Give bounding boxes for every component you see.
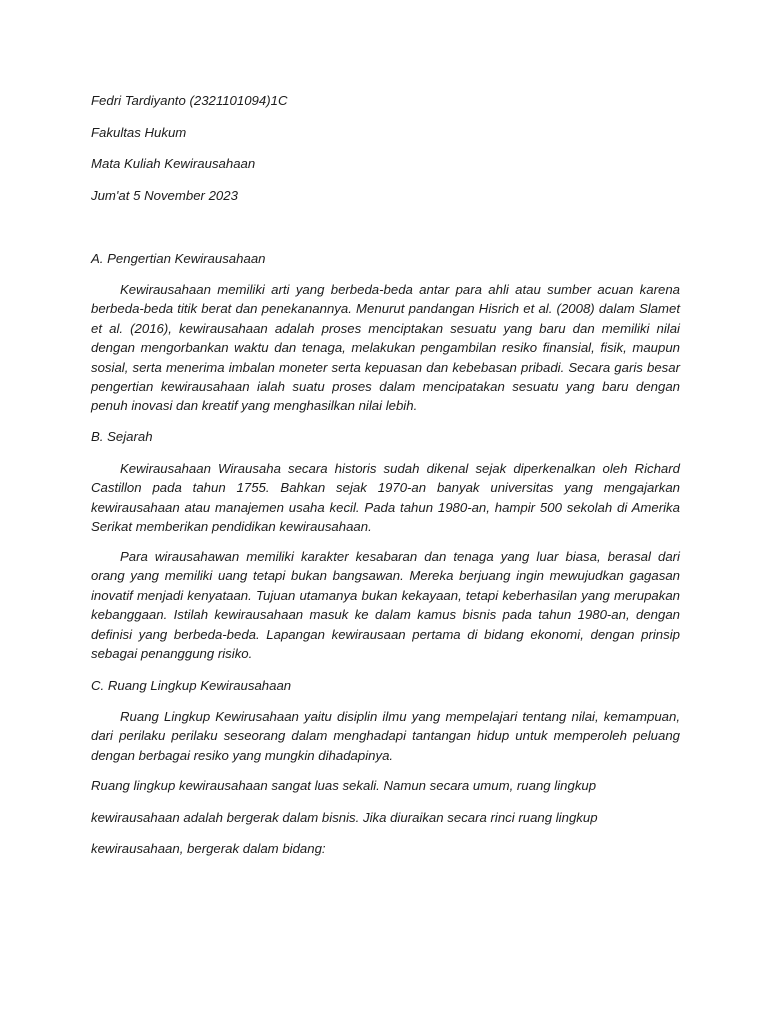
section-heading-c: C. Ruang Lingkup Kewirausahaan [91,678,292,693]
paragraph-a-1: Kewirausahaan memiliki arti yang berbeda-beda antar para ahli atau sumber acuan karena berbeda-beda titik berat dan penekanannya. Menurut pandangan Hisrich et al. (2008) dalam Slamet et al. (2016), kewirausahaan adalah proses menciptakan sesuatu yang baru dan memiliki nilai dengan mengorbankan waktu dan tenaga, melakukan pengambilan resiko finansial, fisik, maupun sosial, serta menerima imbalan moneter serta kepuasan dan kebebasan pribadi. Secara garis besar pengertian kewirausahaan ialah suatu proses dalam mencipatakan sesuatu yang baru dengan penuh inovasi dan kreatif yang menghasilkan nilai lebih. [91,282,680,414]
paragraph-b-2: Para wirausahawan memiliki karakter kesabaran dan tenaga yang luar biasa, berasal dari orang yang memiliki uang tetapi bukan bangsawan. Mereka berjuang ingin mewujudkan gagasan inovatif menjadi kenyataan. Tujuan utamanya bukan kekayaan, tetapi keberhasilan yang merupakan kebanggaan. Istilah kewirausahaan masuk ke dalam kamus bisnis pada tahun 1980-an, dengan definisi yang berbeda-beda. Lapangan kewirausaan pertama di bidang ekonomi, dengan prinsip sebagai penanggung risiko. [91,549,680,662]
scope-line-2: kewirausahaan adalah bergerak dalam bisnis. Jika diuraikan secara rinci ruang lingkup [91,810,598,825]
paragraph-c-1: Ruang Lingkup Kewirusahaan yaitu disiplin ilmu yang mempelajari tentang nilai, kemampuan, dari perilaku perilaku seseorang dalam menghadapi tantangan hidup untuk memperoleh peluang dengan berbagai resiko yang mungkin dihadapinya. [91,709,680,763]
date-line: Jum'at 5 November 2023 [91,188,238,203]
faculty-line: Fakultas Hukum [91,125,187,140]
section-heading-b: B. Sejarah [91,429,153,444]
scope-line-1: Ruang lingkup kewirausahaan sangat luas sekali. Namun secara umum, ruang lingkup [91,778,597,793]
section-heading-a: A. Pengertian Kewirausahaan [91,251,266,266]
course-line: Mata Kuliah Kewirausahaan [91,156,256,171]
author-line: Fedri Tardiyanto (2321101094)1C [91,93,288,108]
paragraph-b-1: Kewirausahaan Wirausaha secara historis sudah dikenal sejak diperkenalkan oleh Richard Castillon pada tahun 1755. Bahkan sejak 1970-an banyak universitas yang mengajarkan kewirausahaan atau manajemen usaha kecil. Pada tahun 1980-an, hampir 500 sekolah di Amerika Serikat memberikan pendidikan kewirausahaan. [91,461,680,535]
scope-line-3: kewirausahaan, bergerak dalam bidang: [91,841,326,856]
